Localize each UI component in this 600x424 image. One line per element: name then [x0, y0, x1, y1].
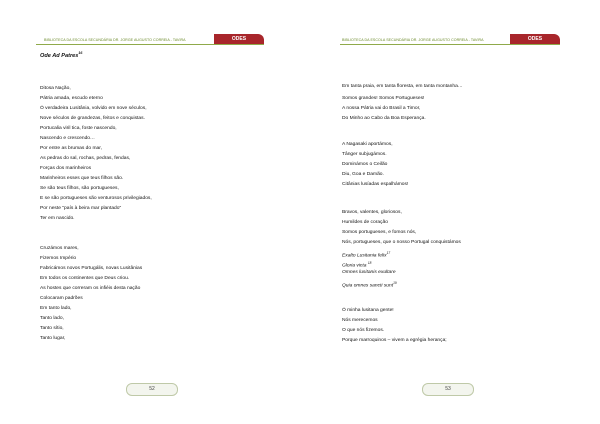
verse-line: Ter em nascido.	[40, 216, 75, 221]
latin-text: Gloria victa	[342, 263, 367, 269]
running-header: BIBLIOTECA DA ESCOLA SECUNDÁRIA DR. JORGE AUGUSTO CORREIA - TAVIRA	[44, 38, 186, 42]
verse-line: Colocaram padrões	[40, 296, 83, 301]
page-number: 52	[126, 383, 178, 396]
verse-line: Forças dos marinheiros	[40, 166, 92, 171]
verse-line: Em todos os continentes que Deus criou.	[40, 276, 130, 281]
verse-line: E se são portugueses são venturosos privilegiados,	[40, 196, 152, 201]
footnote-ref: 18	[367, 261, 372, 265]
verse-line: Por neste "país à beira mar plantado"	[40, 206, 122, 211]
verse-line: Tanto lugar,	[40, 336, 66, 341]
right-page	[300, 0, 600, 424]
verse-line: Diu, Goa e Damão.	[342, 172, 384, 177]
verse-line: Do Minho ao Cabo da Boa Esperança.	[342, 116, 426, 121]
title-word: Ode	[40, 52, 51, 59]
verse-line: Fizemos Império	[40, 256, 77, 261]
title-footnote-ref: 16	[78, 51, 83, 55]
section-tab: ODES	[214, 34, 264, 44]
verse-line: Nove séculos de grandezas, feitos e conquistas.	[40, 116, 145, 121]
verse-line: Ó verdadeira Lusitânia, volvido em nove séculos,	[40, 106, 147, 111]
verse-line: As pedras do sal, rochas, pedras, fendas,	[40, 156, 131, 161]
verse-line: Nós merecemos	[342, 318, 378, 323]
verse-line: Somos portugueses, e fomos nós,	[342, 230, 417, 235]
verse-line: Nós, portugueses, que o nosso Portugal conquistámos	[342, 240, 461, 245]
running-header: BIBLIOTECA DA ESCOLA SECUNDÁRIA DR. JORGE AUGUSTO CORREIA - TAVIRA	[342, 38, 484, 42]
verse-line: Portucalia viril tica, foste nascendo,	[40, 126, 117, 131]
verse-line: O que nós fizemos.	[342, 328, 385, 333]
verse-line: Cruzámos mares,	[40, 246, 79, 251]
verse-line: Bravos, valentes, gloriosos,	[342, 210, 402, 215]
verse-line: Tânger subjugámos.	[342, 152, 387, 157]
latin-text: Quia omnes sancti sunt	[342, 283, 394, 289]
verse-line: Ditosa Nação,	[40, 86, 71, 91]
footnote-ref: 19	[393, 281, 397, 285]
latin-verse-line	[342, 260, 371, 270]
verse-line: Pátria amada, escudo eterno	[40, 96, 103, 101]
latin-verse-line: Omnes lusitanis exultare	[342, 270, 396, 275]
footnote-ref: 17	[386, 251, 391, 255]
verse-line: Somos grandes! Somos Portugueses!	[342, 96, 425, 101]
header-rule	[36, 44, 264, 45]
verse-line: Tanto sítio,	[40, 326, 64, 331]
verse-line: Tanto lado,	[40, 316, 64, 321]
verse-line: Em tanto lado,	[40, 306, 72, 311]
verse-line: Dominámos o Ceilão	[342, 162, 388, 167]
verse-line: A Nagasaki aportámos,	[342, 142, 393, 147]
verse-line: Fabricámos novos Portugális, novas Lusitânias	[40, 266, 143, 271]
verse-line: Nascendo e crescendo…	[40, 136, 95, 141]
verse-line: Marinheiros esses que teus filhos são.	[40, 176, 124, 181]
latin-verse-line	[342, 250, 390, 260]
title-italic: Ad Patres	[52, 52, 79, 59]
verse-line: Ó minha lusitana gente!	[342, 308, 394, 313]
verse-line: A nossa Pátria vai do Brasil a Timor,	[342, 106, 421, 111]
section-tab: ODES	[510, 34, 560, 44]
verse-line: Por entre as brumas do mar,	[40, 146, 102, 151]
latin-text: Exalto Lusitania felix	[342, 253, 387, 259]
header-rule	[340, 44, 560, 45]
latin-verse-line	[342, 280, 397, 290]
verse-line: Humildes de coração	[342, 220, 388, 225]
poem-title	[40, 51, 82, 59]
verse-line: Citânias lusíadas espalhámos!	[342, 182, 409, 187]
verse-line: Porque marroquinos – vivem a egrégia herança;	[342, 338, 447, 343]
verse-line: As hostes que correram os infiéis desta nação	[40, 286, 141, 291]
verse-line: Se são teus filhos, são portugueses,	[40, 186, 119, 191]
page-number: 53	[422, 383, 474, 396]
verse-line: Em tanta praia, em tanta floresta, em tanta montanha…	[342, 84, 463, 89]
